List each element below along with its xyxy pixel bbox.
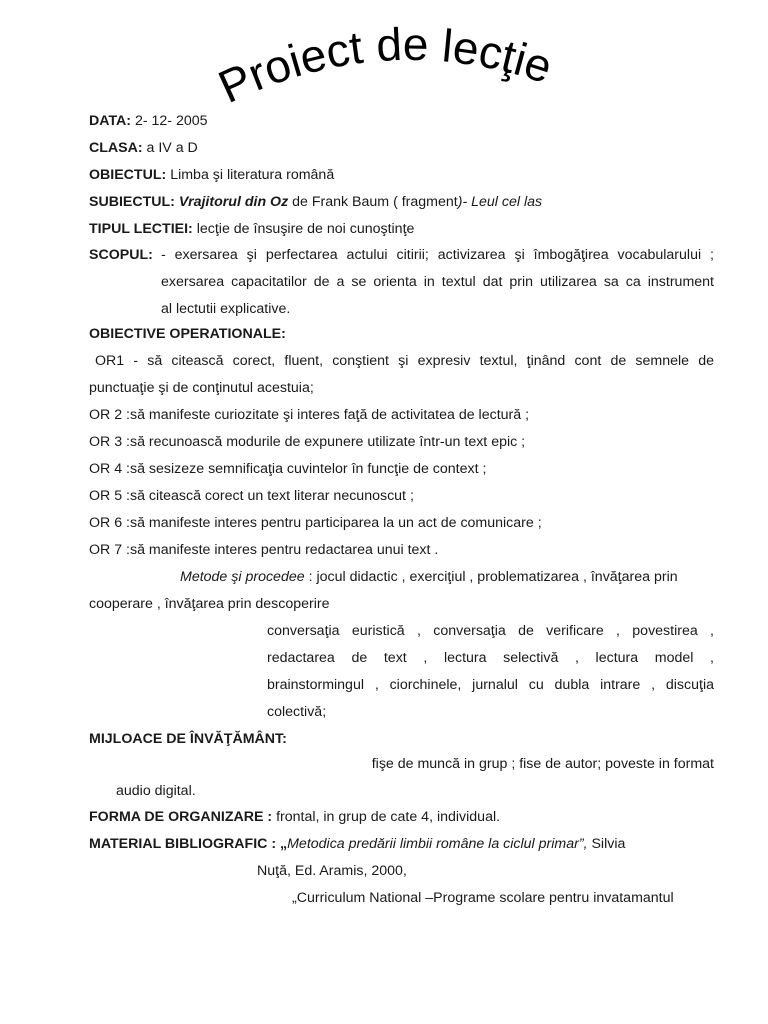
organization-value: frontal, in grup de cate 4, individual. (272, 809, 501, 825)
class-label: CLASA: (89, 140, 143, 156)
title-text: Proiect de lecţie (210, 22, 559, 113)
objective-or1-line-1: OR1 - să citească corect, fluent, conştient şi expresiv textul, ţinând cont de semnele de (95, 353, 714, 369)
date-label: DATA: (89, 113, 132, 129)
scope-text-3: al lectutii explicative. (161, 301, 291, 317)
means-line-2: audio digital. (116, 783, 196, 799)
document-title (200, 22, 640, 122)
topic-line (89, 192, 542, 212)
means-heading: MIJLOACE DE ÎNVĂŢĂMÂNT: (89, 731, 287, 747)
subject-area-line (89, 165, 334, 185)
topic-subtitle: Leul cel las (471, 194, 543, 210)
topic-title: Vrajitorul din Oz (178, 194, 289, 210)
lesson-type-line (89, 219, 414, 239)
organization-line (89, 807, 500, 827)
objective-or7: OR 7 :să manifeste interes pentru redactarea unui text . (89, 542, 439, 558)
objective-or2: OR 2 :să manifeste curiozitate şi interes faţă de activitatea de lectură ; (89, 407, 530, 423)
methods-line-5: brainstormingul , ciorchinele, jurnalul cu dubla intrare , discuţia (267, 677, 714, 693)
class-line (89, 138, 198, 158)
date-value: 2- 12- 2005 (131, 113, 208, 129)
objective-or4: OR 4 :să sesizeze semnificaţia cuvintelor în funcţie de context ; (89, 461, 487, 477)
topic-author: de Frank Baum ( fragment (288, 194, 458, 210)
scope-text-1: - exersarea şi perfectarea actului citirii; activizarea şi îmbogăţirea vocabularului ; (161, 247, 714, 263)
organization-label: FORMA DE ORGANIZARE : (89, 809, 273, 825)
bibliography-line-1 (89, 834, 625, 854)
title-arc (200, 22, 640, 122)
subject-area-label: OBIECTUL: (89, 167, 167, 183)
scope-line-1 (89, 245, 714, 265)
objective-or6: OR 6 :să manifeste interes pentru participarea la un act de comunicare ; (89, 515, 542, 531)
methods-line-4: redactarea de text , lectura selectivă , lectura model , (267, 650, 714, 666)
topic-separator: )- (457, 194, 472, 210)
bibliography-book-1: Metodica predării limbii române la ciclul primar”, (287, 836, 588, 852)
bibliography-label: MATERIAL BIBLIOGRAFIC : (89, 836, 277, 852)
bibliography-line-2: Nuţă, Ed. Aramis, 2000, (257, 863, 407, 879)
objectives-heading: OBIECTIVE OPERATIONALE: (89, 326, 286, 342)
methods-line-2: cooperare , învăţarea prin descoperire (89, 596, 330, 612)
subject-area-value: Limba şi literatura română (166, 167, 335, 183)
date-line (89, 111, 208, 131)
bibliography-quote: „ (276, 836, 288, 852)
methods-line-6: colectivă; (267, 704, 327, 720)
methods-label: Metode şi procedee (180, 569, 305, 585)
scope-text-2: exersarea capacitatilor de a se orienta in textul dat prin utilizarea sa ca instrument (161, 274, 714, 290)
class-value: a IV a D (142, 140, 198, 156)
means-line-1: fişe de muncă in grup ; fise de autor; poveste in format (371, 756, 714, 772)
objective-or1-line-2: punctuaţie şi de conţinutul acestuia; (89, 380, 314, 396)
objective-or5: OR 5 :să citească corect un text literar necunoscut ; (89, 488, 414, 504)
bibliography-line-3: „Curriculum National –Programe scolare pentru invatamantul (292, 890, 674, 906)
lesson-type-label: TIPUL LECTIEI: (89, 221, 193, 237)
scope-label: SCOPUL: (89, 247, 153, 263)
bibliography-author-1: Silvia (587, 836, 626, 852)
lesson-type-value: lecţie de însuşire de noi cunoştinţe (192, 221, 415, 237)
methods-line-1 (180, 567, 714, 587)
methods-text-1: : jocul didactic , exerciţiul , problematizarea , învăţarea prin (304, 569, 678, 585)
objective-or3: OR 3 :să recunoască modurile de expunere utilizate într-un text epic ; (89, 434, 526, 450)
topic-label: SUBIECTUL: (89, 194, 175, 210)
methods-line-3: conversaţia euristică , conversaţia de verificare , povestirea , (267, 623, 714, 639)
